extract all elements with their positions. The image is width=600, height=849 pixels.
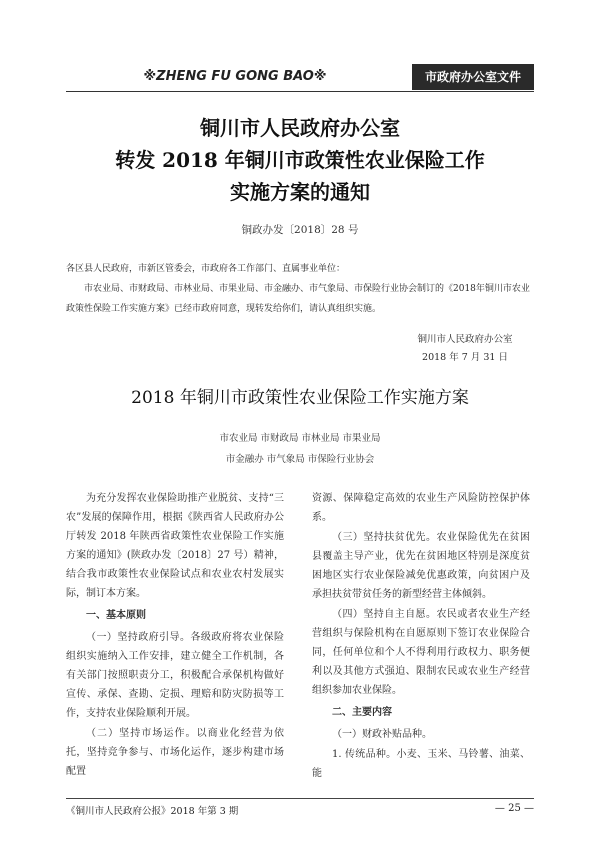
page-number: — 25 —	[494, 803, 534, 814]
section-label: 市政府办公室文件	[412, 64, 534, 90]
journal-name: ※ZHENG FU GONG BAO※	[143, 69, 327, 84]
principle-2-continued: 资源、保障稳定高效的农业生产风险防控保护体系。	[312, 493, 530, 523]
header-divider	[66, 91, 534, 92]
title-line-3: 实施方案的通知	[230, 180, 370, 204]
title-line-2: 转发 2018 年铜川市政策性农业保险工作	[115, 148, 485, 172]
principle-4: （四）坚持自主自愿。农民或者农业生产经营组织与保险机构在自愿原则下签订农业保险合同，任何单位和个人不得利用行政权力、职务便利以及其他方式强迫、限制农民或农业生产经营组织参加农业保险。	[312, 609, 530, 696]
footer-journal-issue: 《铜川市人民政府公报》2018 年第 3 期	[66, 806, 239, 817]
section-heading-principles: 一、基本原则	[86, 610, 146, 621]
notice-title	[66, 112, 534, 208]
principle-2: （二）坚持市场运作。以商业化经营为依托，坚持竞争参与、市场化运作，逐步构建市场配置	[66, 728, 284, 777]
preamble-paragraph: 为充分发挥农业保险助推产业脱贫、支持“三农”发展的保障作用，根据《陕西省人民政府办公厅转发 2018 年陕西省政策性农业保险工作实施方案的通知》(陕政办发〔2018〕27 号）精神，结合我市政策性农业保险试点和农业农村发展实际，制订本方案。	[66, 493, 284, 599]
plan-title: 2018 年铜川市政策性农业保险工作实施方案	[131, 388, 469, 408]
title-line-1: 铜川市人民政府办公室	[200, 116, 400, 140]
page-header	[66, 64, 534, 90]
notice-paragraph: 市农业局、市财政局、市林业局、市果业局、市金融办、市气象局、市保险行业协会制订的《2018年铜川市农业政策性保险工作实施方案》已经市政府同意，现转发给你们，请认真组织实施。	[66, 284, 530, 314]
subsidy-varieties-heading: （一）财政补贴品种。	[332, 729, 432, 740]
signing-organization: 铜川市人民政府办公室	[417, 334, 513, 345]
section-heading-content: 二、主要内容	[332, 707, 392, 718]
left-column	[66, 489, 284, 782]
recipients: 各区县人民政府，市新区管委会，市政府各工作部门、直属事业单位：	[66, 264, 346, 274]
footer-divider	[66, 798, 534, 799]
signing-date: 2018 年 7 月 31 日	[422, 352, 508, 363]
principle-1: （一）坚持政府引导。各级政府将农业保险组织实施纳入工作安排，建立健全工作机制，各有关部门按照职责分工，积极配合承保机构做好宣传、承保、查勘、定损、理赔和防灾防损等工作，支持农业保险顺利开展。	[66, 632, 284, 719]
traditional-varieties: 1. 传统品种。小麦、玉米、马铃薯、油菜、能	[312, 749, 530, 779]
right-column	[312, 489, 530, 784]
departments-line-1: 市农业局 市财政局 市林业局 市果业局	[219, 433, 381, 444]
notice-body	[66, 259, 534, 319]
principle-3: （三）坚持扶贫优先。农业保险优先在贫困县覆盖主导产业，优先在贫困地区特别是深度贫困地区实行农业保险减免优惠政策，向贫困户及承担扶贫带贫任务的新型经营主体倾斜。	[312, 532, 530, 600]
departments-line-2: 市金融办 市气象局 市保险行业协会	[225, 454, 375, 465]
document-number: 铜政办发〔2018〕28 号	[241, 224, 359, 236]
